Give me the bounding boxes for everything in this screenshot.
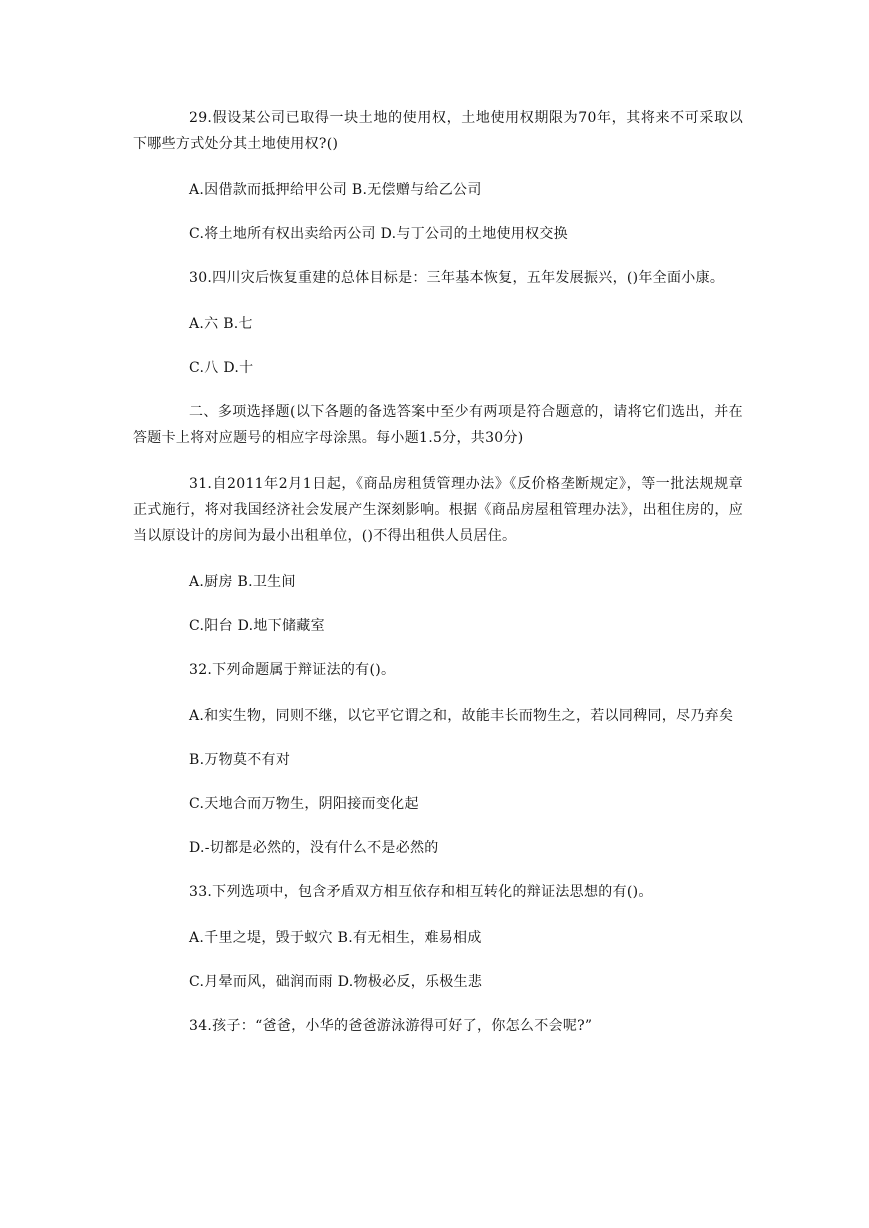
question-33: 33.下列选项中，包含矛盾双方相互依存和相互转化的辩证法思想的有()。 xyxy=(189,884,653,900)
question-29: 29.假设某公司已取得一块土地的使用权，土地使用权期限为70年，其将来不可采取以下哪些方式处分其土地使用权?() xyxy=(133,110,743,152)
question-32-option-d: D.-切都是必然的，没有什么不是必然的 xyxy=(189,840,439,856)
question-33-options-ab: A.千里之堤，毁于蚁穴 B.有无相生，难易相成 xyxy=(189,930,482,946)
question-34: 34.孩子：“爸爸，小华的爸爸游泳游得可好了，你怎么不会呢?” xyxy=(189,1018,593,1034)
question-32: 32.下列命题属于辩证法的有()。 xyxy=(189,662,396,678)
question-33-options-cd: C.月晕而风，础润而雨 D.物极必反，乐极生悲 xyxy=(189,974,483,990)
question-31-options-ab: A.厨房 B.卫生间 xyxy=(189,574,296,590)
question-32-option-a: A.和实生物，同则不继，以它平它谓之和，故能丰长而物生之，若以同稗同，尽乃弃矣 xyxy=(189,708,734,724)
question-29-options-ab: A.因借款而抵押给甲公司 B.无偿赠与给乙公司 xyxy=(189,182,482,198)
question-30-options-cd: C.八 D.十 xyxy=(189,360,254,376)
question-31-options-cd: C.阳台 D.地下储藏室 xyxy=(189,618,325,634)
section-heading-multiple-choice: 二、多项选择题(以下各题的备选答案中至少有两项是符合题意的，请将它们选出，并在答题卡上将对应题号的相应字母涂黑。每小题1.5分，共30分) xyxy=(133,404,743,446)
document-body xyxy=(133,105,743,1059)
question-29-options-cd: C.将土地所有权出卖给丙公司 D.与丁公司的土地使用权交换 xyxy=(189,226,568,242)
question-32-option-b: B.万物莫不有对 xyxy=(189,752,291,768)
question-30-options-ab: A.六 B.七 xyxy=(189,316,253,332)
question-30: 30.四川灾后恢复重建的总体目标是：三年基本恢复，五年发展振兴，()年全面小康。 xyxy=(189,270,725,286)
question-32-option-c: C.天地合而万物生，阴阳接而变化起 xyxy=(189,796,419,812)
question-31: 31.自2011年2月1日起，《商品房租赁管理办法》《反价格垄断规定》，等一批法规规章正式施行，将对我国经济社会发展产生深刻影响。根据《商品房屋租管理办法》，出租住房的，应当以原设计的房间为最小出租单位，()不得出租供人员居住。 xyxy=(133,476,743,544)
